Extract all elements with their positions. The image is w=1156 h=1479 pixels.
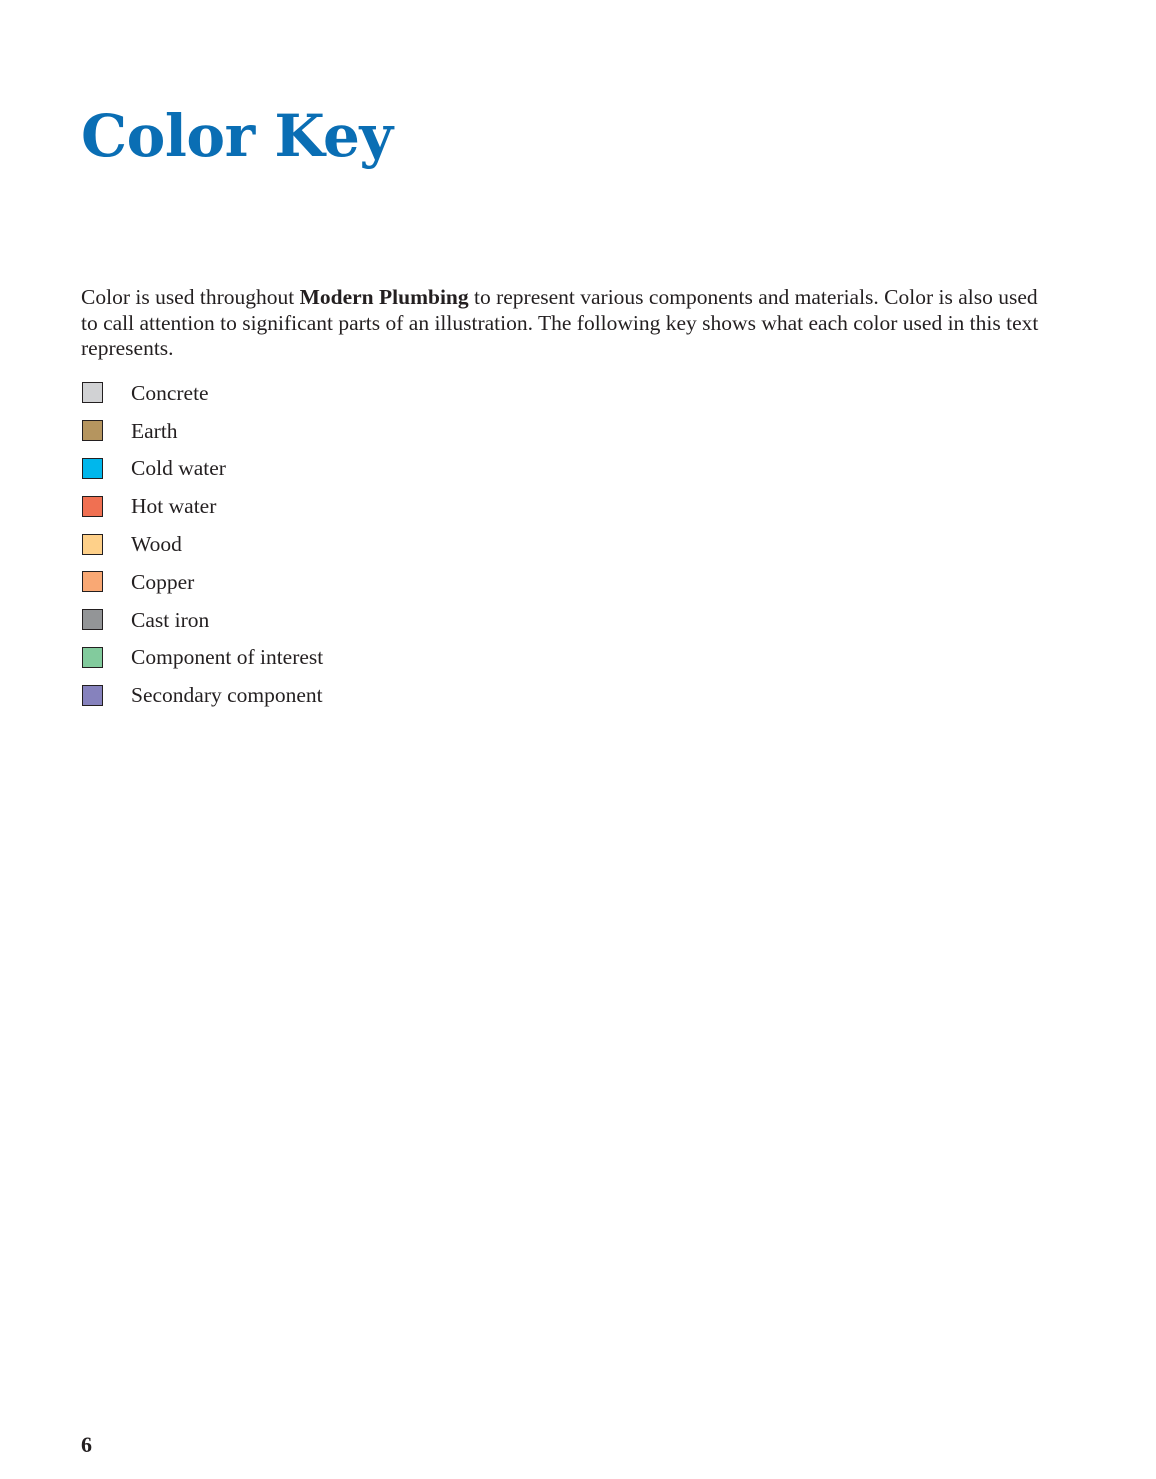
legend-item-cast-iron: [82, 601, 323, 639]
secondary-component-swatch: [82, 685, 103, 706]
legend-label: Cold water: [131, 456, 226, 481]
legend-label: Copper: [131, 569, 195, 594]
intro-paragraph: [81, 285, 1041, 362]
legend-label: Component of interest: [131, 645, 324, 670]
legend-label: Secondary component: [131, 683, 323, 708]
hot-water-swatch: [82, 496, 103, 517]
legend-label: Wood: [131, 532, 182, 557]
legend-item-copper: [82, 563, 323, 601]
legend-item-cold-water: [82, 450, 323, 488]
copper-swatch: [82, 571, 103, 592]
page-number: 6: [81, 1432, 92, 1457]
legend-item-concrete: [82, 374, 323, 412]
legend-label: Cast iron: [131, 607, 210, 632]
page-title: Color Key: [81, 102, 393, 170]
wood-swatch: [82, 534, 103, 555]
legend-item-wood: [82, 525, 323, 563]
earth-swatch: [82, 420, 103, 441]
legend-item-earth: [82, 412, 323, 450]
component-of-interest-swatch: [82, 647, 103, 668]
cast-iron-swatch: [82, 609, 103, 630]
legend-item-hot-water: [82, 487, 323, 525]
concrete-swatch: [82, 382, 103, 403]
cold-water-swatch: [82, 458, 103, 479]
color-legend: [82, 374, 323, 714]
legend-label: Hot water: [131, 494, 217, 519]
legend-item-secondary-component: [82, 676, 323, 714]
legend-item-component-of-interest: [82, 639, 323, 677]
book-title: Modern Plumbing: [299, 285, 469, 309]
legend-label: Concrete: [131, 380, 209, 405]
intro-text-start: Color is used throughout: [81, 285, 300, 309]
legend-label: Earth: [131, 418, 178, 443]
intro-text-end: to represent various components and materials. Color is also used to call attention to significant parts of an illustration. The following key shows what each color used in this text represents.: [81, 285, 1039, 360]
